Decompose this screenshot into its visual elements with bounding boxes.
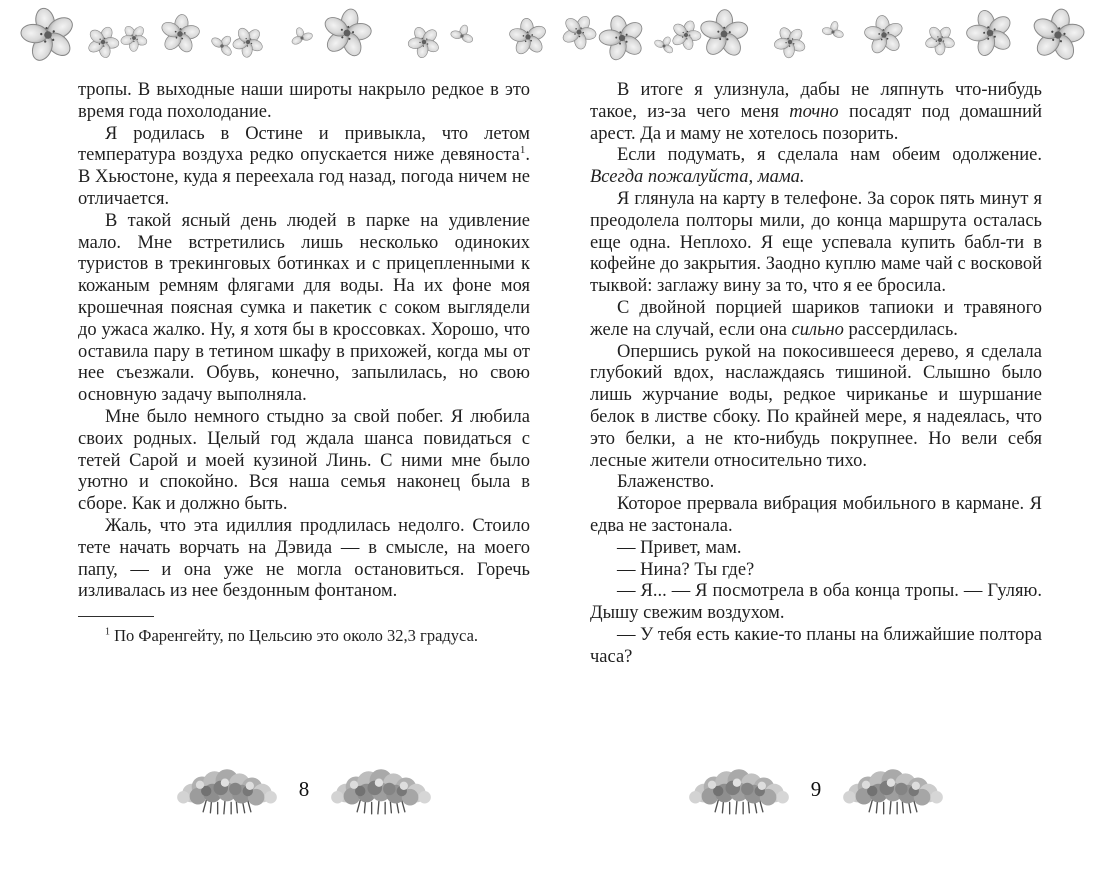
- italic-run: Всегда пожалуйста, мама.: [590, 167, 805, 188]
- right-page: [590, 80, 1042, 669]
- left-page-number: 8: [298, 776, 310, 801]
- paragraph: [590, 538, 1042, 560]
- left-page-footer: [78, 762, 530, 820]
- text-run: Мне было немного стыдно за свой побег. Я любила своих родных. Целый год ждала шанса повидаться с тетей Сарой и моей кузиной Линь. С ними мне было уютно и спокойно. Вся наша семья наконец была в сборе. Как и должно быть.: [78, 406, 530, 515]
- text-run: Блаженство.: [617, 472, 715, 493]
- text-run: — Нина? Ты где?: [617, 559, 755, 580]
- paragraph: [78, 80, 530, 124]
- text-run: Если подумать, я сделала нам обеим одолжение.: [617, 145, 1042, 166]
- footnote-body: По Фаренгейту, по Цельсию это около 32,3 градуса.: [110, 626, 479, 646]
- right-page-footer: [590, 762, 1042, 820]
- text-run: Опершись рукой на покосившееся дерево, я сделала глубокий вдох, наслаждаясь тишиной. Слышно было лишь журчание воды, редкое чириканье и шуршание белок в листве сбоку. По крайней мере, я надеялась, что это белки, а не кто-нибудь покрупнее. Но вели себя лесные жители относительно тихо.: [590, 341, 1042, 471]
- bush-icon: [839, 765, 947, 817]
- footnote-block: [78, 616, 530, 647]
- footnote-marker: 1: [105, 626, 110, 638]
- paragraph: [590, 472, 1042, 494]
- text-run: . В Хьюстоне, куда я переехала год назад, погода ничем не отличается.: [78, 145, 530, 209]
- text-run: С двойной порцией шариков тапиоки и травяного желе на случай, если она: [590, 297, 1042, 340]
- text-run: тропы. В выходные наши широты накрыло редкое в это время года похолодание.: [78, 80, 530, 122]
- paragraph: [590, 189, 1042, 298]
- paragraph: [590, 625, 1042, 669]
- bush-icon: [173, 765, 281, 817]
- paragraph: [590, 581, 1042, 625]
- italic-run: точно: [789, 101, 839, 122]
- blossom-border-icon: [0, 2, 1100, 66]
- paragraph: [590, 494, 1042, 538]
- text-run: Которое прервала вибрация мобильного в кармане. Я едва не застонала.: [590, 494, 1042, 536]
- footnote-ref: 1: [519, 144, 526, 157]
- text-run: — Я... — Я посмотрела в оба конца тропы. — Гуляю. Дышу свежим воздухом.: [590, 581, 1042, 624]
- text-run: — Привет, мам.: [617, 537, 742, 558]
- text-run: В итоге я улизнула, дабы не ляпнуть что-нибудь такое, из-за чего меня: [590, 80, 1042, 122]
- text-run: посадят под домашний арест. Да и маму не хотелось позорить.: [590, 101, 1042, 144]
- right-page-number: 9: [810, 776, 822, 801]
- paragraph: [590, 560, 1042, 582]
- paragraph: [590, 145, 1042, 189]
- paragraph: [590, 298, 1042, 342]
- text-run: В такой ясный день людей в парке на удивление мало. Мне встретились лишь несколько одиноких туристов в трекинговых ботинках и с прицепленными к кожаным ремням флягами для воды. На их фоне моя крошечная поясная сумка и пакетик с соком выглядели до ужаса жалко. Ну, я хотя бы в кроссовках. Хорошо, что оставила пару в тетином шкафу в прихожей, когда мы от нее съезжали. Обувь, конечно, запылилась, но свою основную задачу выполняла.: [78, 210, 530, 406]
- paragraph: [590, 342, 1042, 473]
- paragraph: [78, 124, 530, 211]
- paragraph: [78, 211, 530, 407]
- paragraph: [78, 516, 530, 603]
- text-run: Я родилась в Остине и привыкла, что летом температура воздуха редко опускается ниже девяноста: [78, 123, 530, 166]
- paragraph: [590, 80, 1042, 145]
- right-page-text: [590, 80, 1042, 669]
- text-run: Жаль, что эта идиллия продлилась недолго. Стоило тете начать ворчать на Дэвида — в смысле, на моего папу, — и она уже не могла остановиться. Горечь изливалась из нее бездонным фонтаном.: [78, 515, 530, 602]
- text-run: рассердилась.: [843, 319, 958, 340]
- text-run: — У тебя есть какие-то планы на ближайшие полтора часа?: [590, 624, 1042, 667]
- left-page-text: [78, 80, 530, 603]
- paragraph: [78, 407, 530, 516]
- footnote-divider: [78, 616, 154, 617]
- left-page: [78, 80, 530, 647]
- italic-run: сильно: [791, 319, 844, 340]
- bush-icon: [327, 765, 435, 817]
- text-run: Я глянула на карту в телефоне. За сорок пять минут я преодолела полторы мили, до конца маршрута осталась еще одна. Неплохо. Я еще успевала купить бабл-ти в кофейне до закрытия. Заодно куплю маме чай с восковой тыквой: заглажу вину за то, что я ее бросила.: [590, 188, 1042, 297]
- bush-icon: [685, 765, 793, 817]
- footnote-text: [78, 625, 530, 647]
